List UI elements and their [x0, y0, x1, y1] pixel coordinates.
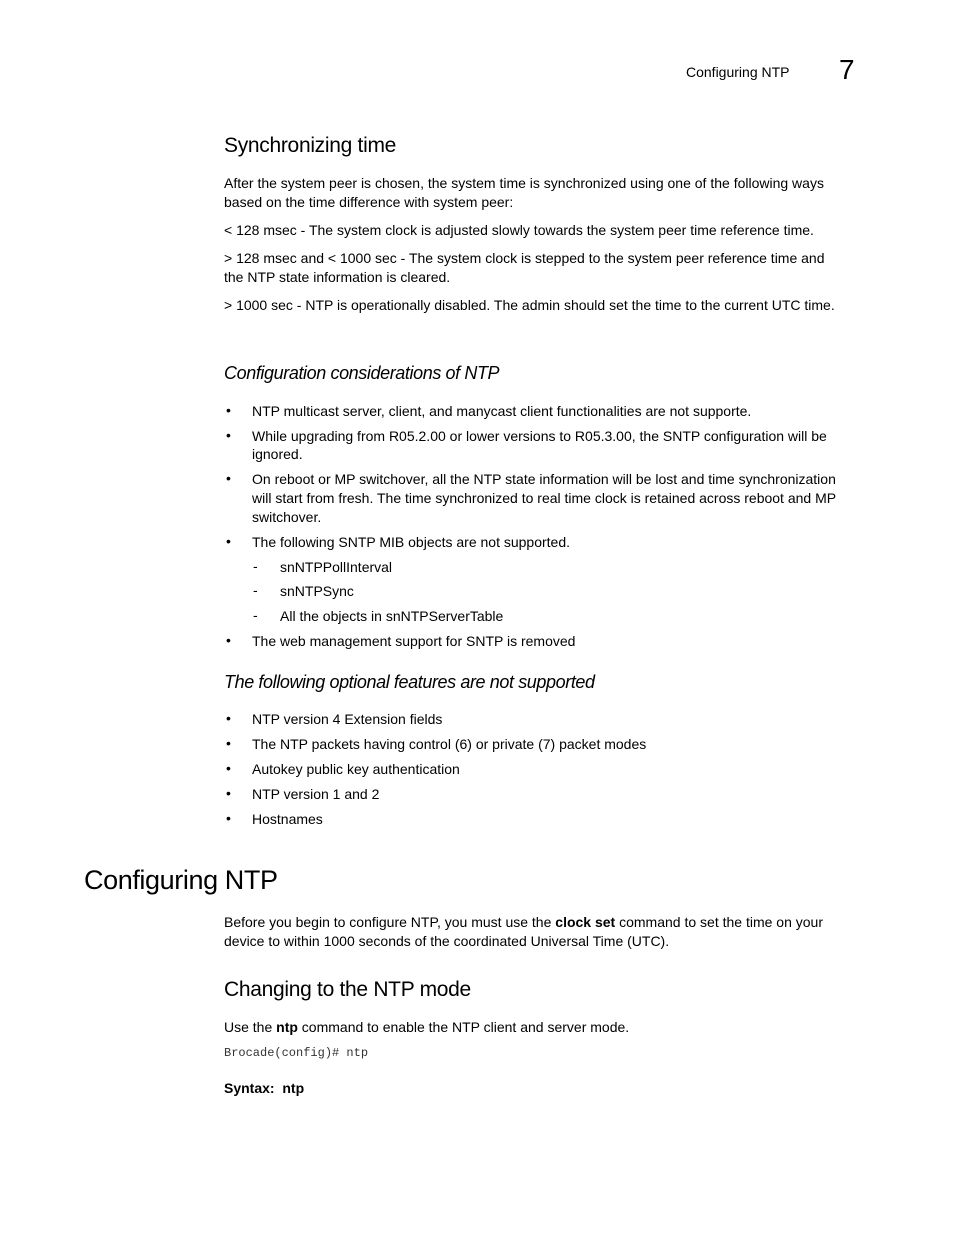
bullet-icon: •	[226, 470, 231, 486]
list-item: NTP version 1 and 2	[252, 786, 380, 802]
list-item: Hostnames	[252, 811, 323, 827]
sync-intro-line-1: After the system peer is chosen, the system time is synchronized using one of the following ways	[224, 175, 824, 191]
chapter-heading-configuring-ntp: Configuring NTP	[84, 865, 278, 895]
list-item-continuation: ignored.	[252, 446, 303, 462]
sync-intro-line-2: based on the time difference with system peer:	[224, 194, 514, 210]
section-heading-synchronizing-time: Synchronizing time	[224, 134, 397, 157]
bullet-icon: •	[226, 810, 231, 826]
list-item: NTP version 4 Extension fields	[252, 711, 443, 727]
list-item: Autokey public key authentication	[252, 761, 460, 777]
list-item-continuation: will start from fresh. The time synchronized to real time clock is retained across reboot and MP	[252, 490, 837, 506]
ntp-mode-paragraph: Use the ntp command to enable the NTP client and server mode.	[224, 1019, 630, 1035]
bullet-icon: •	[226, 402, 231, 418]
running-header-title: Configuring NTP	[686, 64, 790, 80]
bullet-icon: •	[226, 760, 231, 776]
bullet-icon: •	[226, 785, 231, 801]
dash-icon: -	[253, 607, 258, 623]
list-item-continuation: switchover.	[252, 509, 322, 525]
dash-icon: -	[253, 558, 258, 574]
list-item: The NTP packets having control (6) or private (7) packet modes	[252, 736, 647, 752]
list-item: On reboot or MP switchover, all the NTP state information will be lost and time synchronization	[252, 471, 836, 487]
sub-list-item: snNTPPollInterval	[280, 559, 393, 575]
list-item: The following SNTP MIB objects are not supported.	[252, 534, 571, 550]
clock-set-command: clock set	[555, 914, 616, 930]
sync-rule-3: > 1000 sec - NTP is operationally disabled. The admin should set the time to the current UTC time.	[224, 297, 835, 313]
configuring-intro-line-2: device to within 1000 seconds of the coordinated Universal Time (UTC).	[224, 933, 670, 949]
section-heading-ntp-mode: Changing to the NTP mode	[224, 978, 471, 1001]
sub-list-item: snNTPSync	[280, 583, 354, 599]
syntax-command: ntp	[282, 1080, 305, 1096]
subsection-heading-unsupported: The following optional features are not supported	[224, 672, 595, 692]
bullet-icon: •	[226, 533, 231, 549]
dash-icon: -	[253, 582, 258, 598]
syntax-line: Syntax: ntp	[224, 1080, 305, 1096]
ntp-command: ntp	[276, 1019, 298, 1035]
bullet-icon: •	[226, 632, 231, 648]
subsection-heading-considerations: Configuration considerations of NTP	[224, 363, 500, 383]
bullet-icon: •	[226, 710, 231, 726]
list-item: The web management support for SNTP is removed	[252, 633, 576, 649]
sync-rule-2-line-2: the NTP state information is cleared.	[224, 269, 451, 285]
sync-rule-2-line-1: > 128 msec and < 1000 sec - The system clock is stepped to the system peer reference time and	[224, 250, 825, 266]
code-example: Brocade(config)# ntp	[224, 1046, 369, 1060]
list-item: NTP multicast server, client, and manycast client functionalities are not supporte.	[252, 403, 752, 419]
bullet-icon: •	[226, 427, 231, 443]
sub-list-item: All the objects in snNTPServerTable	[280, 608, 504, 624]
bullet-icon: •	[226, 735, 231, 751]
sync-rule-1: < 128 msec - The system clock is adjusted slowly towards the system peer time reference time.	[224, 222, 814, 238]
configuring-intro-line-1: Before you begin to configure NTP, you must use the clock set command to set the time on your	[224, 914, 823, 930]
chapter-number: 7	[839, 54, 855, 85]
list-item: While upgrading from R05.2.00 or lower versions to R05.3.00, the SNTP configuration will be	[252, 428, 827, 444]
